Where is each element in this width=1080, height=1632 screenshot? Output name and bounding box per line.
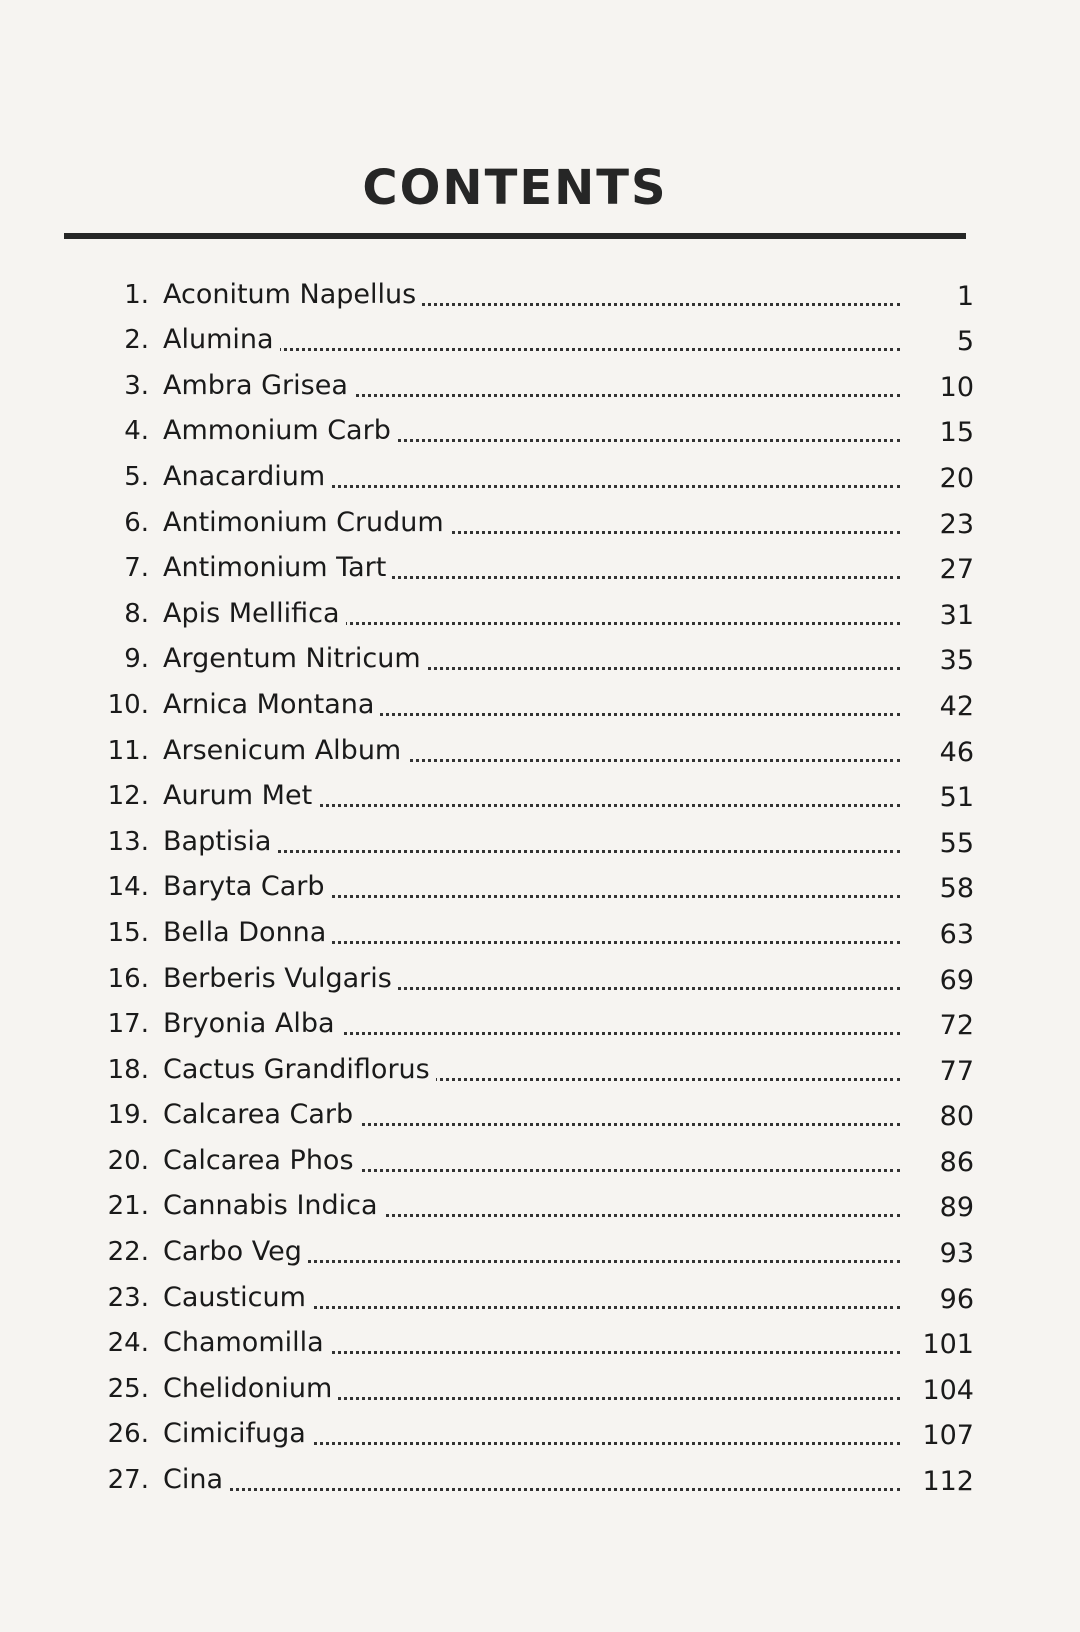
toc-entry[interactable] [0,270,1080,316]
entry-number: 4. [124,416,149,447]
entry-number: 6. [124,507,149,538]
entry-page-number: 31 [939,599,974,631]
entry-number: 27. [107,1465,149,1496]
entry-number: 24. [107,1328,149,1359]
entry-page-number: 27 [939,554,974,586]
entry-number: 16. [107,963,149,994]
entry-page-number: 63 [939,918,974,950]
entry-page-number: 96 [939,1283,974,1315]
entry-title: Alumina [163,324,280,355]
toc-entry[interactable] [0,1364,1080,1410]
entry-title: Cimicifuga [163,1418,312,1449]
entry-number: 18. [107,1054,149,1085]
entry-title: Antimonium Crudum [163,507,450,538]
toc-entry[interactable] [0,452,1080,498]
entry-title: Calcarea Carb [163,1099,359,1130]
entry-page-number: 112 [922,1466,974,1498]
entry-number: 2. [124,325,149,356]
entry-page-number: 10 [939,371,974,403]
entry-page-number: 80 [939,1101,974,1133]
entry-title: Bella Donna [163,917,332,948]
entry-number: 13. [107,826,149,857]
entry-number: 11. [107,735,149,766]
page-title: CONTENTS [362,160,668,216]
entry-page-number: 5 [956,326,974,358]
entry-number: 5. [124,461,149,492]
entry-title: Cannabis Indica [163,1190,384,1221]
entry-page-number: 93 [939,1238,974,1270]
toc-entry[interactable] [0,544,1080,590]
entry-page-number: 72 [939,1010,974,1042]
toc-entry[interactable] [0,361,1080,407]
toc-entry[interactable] [0,726,1080,772]
entry-number: 17. [107,1009,149,1040]
toc-entry[interactable] [0,863,1080,909]
entry-title: Cina [163,1464,229,1495]
entry-page-number: 86 [939,1146,974,1178]
toc-entry[interactable] [0,772,1080,818]
toc-entry[interactable] [0,316,1080,362]
entry-title: Apis Mellifica [163,598,346,629]
entry-number: 21. [107,1191,149,1222]
entry-title: Berberis Vulgaris [163,963,398,994]
entry-page-number: 35 [939,645,974,677]
entry-title: Ambra Grisea [163,370,354,401]
table-of-contents [0,270,1080,1501]
entry-page-number: 1 [956,280,974,312]
entry-page-number: 101 [922,1329,974,1361]
entry-number: 1. [124,279,149,310]
toc-entry[interactable] [0,1091,1080,1137]
entry-page-number: 89 [939,1192,974,1224]
toc-entry[interactable] [0,680,1080,726]
entry-number: 19. [107,1100,149,1131]
entry-title: Antimonium Tart [163,552,392,583]
title-rule [64,233,966,239]
entry-page-number: 55 [939,827,974,859]
dot-leader [163,1488,900,1491]
toc-entry[interactable] [0,1045,1080,1091]
entry-page-number: 15 [939,417,974,449]
entry-page-number: 104 [922,1374,974,1406]
toc-entry[interactable] [0,1455,1080,1501]
entry-number: 23. [107,1282,149,1313]
entry-title: Ammonium Carb [163,415,397,446]
entry-title: Aurum Met [163,780,318,811]
toc-entry[interactable] [0,1319,1080,1365]
entry-page-number: 23 [939,508,974,540]
entry-title: Carbo Veg [163,1236,308,1267]
toc-entry[interactable] [0,817,1080,863]
entry-number: 8. [124,598,149,629]
entry-title: Aconitum Napellus [163,279,422,310]
entry-page-number: 46 [939,736,974,768]
entry-title: Cactus Grandiflorus [163,1054,436,1085]
toc-entry[interactable] [0,1227,1080,1273]
toc-entry[interactable] [0,1410,1080,1456]
entry-number: 14. [107,872,149,903]
entry-number: 12. [107,781,149,812]
entry-number: 26. [107,1419,149,1450]
entry-page-number: 58 [939,873,974,905]
toc-entry[interactable] [0,498,1080,544]
entry-number: 22. [107,1237,149,1268]
entry-page-number: 51 [939,782,974,814]
entry-number: 9. [124,644,149,675]
entry-title: Arsenicum Album [163,735,407,766]
entry-page-number: 107 [922,1420,974,1452]
toc-entry[interactable] [0,1273,1080,1319]
entry-title: Anacardium [163,461,331,492]
entry-page-number: 69 [939,964,974,996]
entry-title: Chelidonium [163,1373,338,1404]
entry-number: 15. [107,917,149,948]
entry-number: 10. [107,689,149,720]
entry-number: 25. [107,1373,149,1404]
entry-title: Arnica Montana [163,689,380,720]
entry-title: Baryta Carb [163,871,331,902]
toc-entry[interactable] [0,589,1080,635]
entry-page-number: 42 [939,690,974,722]
entry-number: 20. [107,1145,149,1176]
toc-entry[interactable] [0,1000,1080,1046]
toc-entry[interactable] [0,407,1080,453]
entry-title: Argentum Nitricum [163,643,427,674]
entry-title: Bryonia Alba [163,1008,341,1039]
entry-title: Causticum [163,1282,312,1313]
entry-number: 3. [124,370,149,401]
entry-title: Chamomilla [163,1327,330,1358]
toc-entry[interactable] [0,635,1080,681]
entry-title: Calcarea Phos [163,1145,360,1176]
entry-number: 7. [124,553,149,584]
entry-page-number: 20 [939,462,974,494]
entry-title: Baptisia [163,826,277,857]
toc-entry[interactable] [0,1136,1080,1182]
toc-entry[interactable] [0,954,1080,1000]
toc-entry[interactable] [0,1182,1080,1228]
toc-entry[interactable] [0,908,1080,954]
entry-page-number: 77 [939,1055,974,1087]
